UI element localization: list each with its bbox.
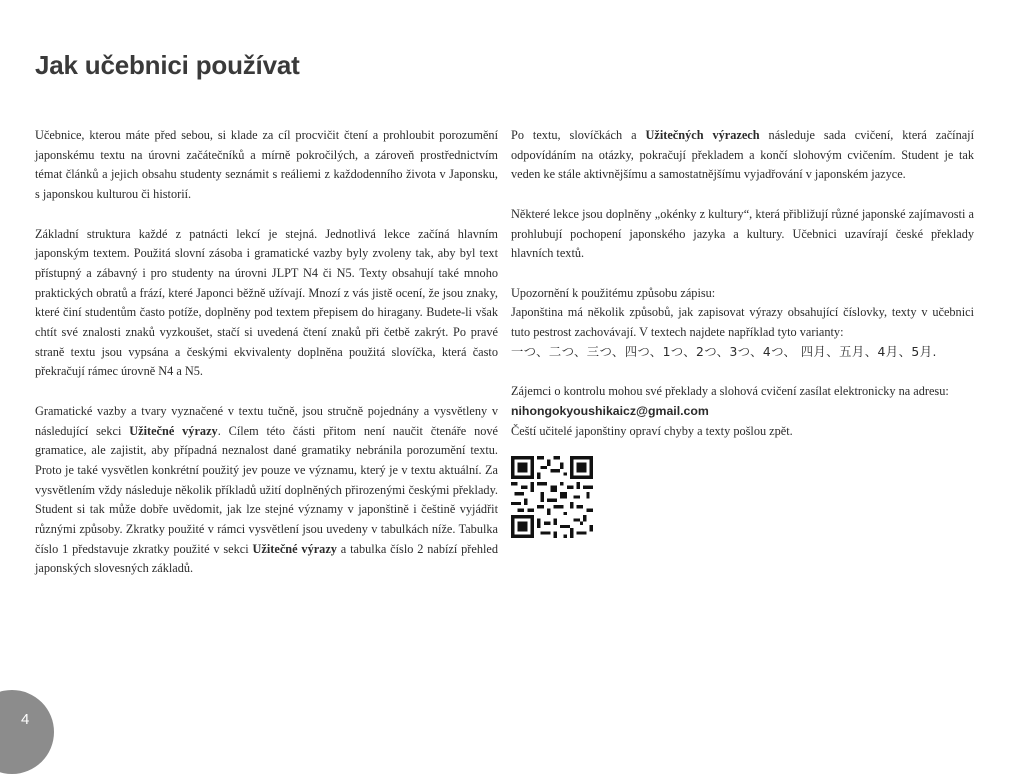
grammar-paragraph: Gramatické vazby a tvary vyznačené v textu tučně, jsou stručně pojednány a vysvětleny v následující sekci Užitečné výrazy. Cílem této části přitom není naučit čtenáře nové gramatice, ale zajistit, aby případná neznalost dané gramatiky nebránila porozumění textu. Proto je také vysvětlen konkrétní použitý jev pouze ve významu, který je v textu aktuální. Za vysvětlením vždy následuje několik příkladů užití doplněných přirozenými českými překlady. Student si tak může dobře uvědomit, jak lze stejné významy v japonštině i češtině vyjádřit různými způsoby. Zkratky použité v rámci vysvětlení jsou uvedeny v tabulkách níže. Tabulka číslo 1 představuje zkratky použité v sekci Užitečné výrazy a tabulka číslo 2 nabízí přehled japonských slovesných základů. — [35, 403, 499, 576]
intro-paragraph: Učebnice, kterou máte před sebou, si klade za cíl procvičit čtení a prohloubit porozumění japonskému textu na úrovni začátečníků a mírně pokročilých, a zároveň prostřednictvím témat článků a jejich obsahu studenty seznámit s reáliemi z každodenního života v Japonsku, s japonskou kulturou či historií. — [35, 128, 498, 202]
bold-term: Užitečné výrazy — [252, 541, 337, 556]
page-number-badge — [0, 690, 54, 774]
notation-heading: Upozornění k použitému způsobu zápisu: — [511, 285, 716, 300]
notation-body: Japonština má několik způsobů, jak zapisovat výrazy obsahující číslovky, texty v učebnici tuto pestrost zachovávají. V textech najdete například tyto varianty: — [511, 305, 974, 339]
bold-term: Užitečné výrazy — [129, 423, 218, 438]
bold-term: Užitečných výrazech — [645, 128, 760, 142]
structure-paragraph: Základní struktura každé z patnácti lekcí je stejná. Jednotlivá lekce začíná hlavním japonským textem. Použitá slovní zásoba i gramatické vazby byly zvoleny tak, aby byl text přístupný a zábavný i pro studenty na úrovni JLPT N4 či N5. Texty obsahují také mnoho praktických obratů a frází, které Japonci běžně užívají. Mnozí z vás jistě ocení, že jsou znaky, které činí studentům často potíže, doplněny pod textem přepisem do hiragany. Budete-li však chtít své znalosti znaků vyzkoušet, stačí si uvedená čtení znaků při četbě zakrýt. Po pravé straně textu jsou vypsána a českými ekvivalenty doplněna použitá slovíčka, která často překračují rámec úrovně N4 a N5. — [35, 226, 498, 379]
notation-note — [511, 284, 974, 363]
contact-email-link[interactable]: nihongokyoushikaicz@gmail.com — [511, 403, 709, 418]
right-column — [511, 126, 974, 538]
notation-examples: 一つ、二つ、三つ、四つ、1つ、2つ、3つ、4つ、 四月、五月、4月、5月. — [511, 344, 937, 359]
page-title: Jak učebnici používat — [35, 50, 300, 80]
culture-paragraph: Některé lekce jsou doplněny „okénky z kultury“, která přibližují různé japonské zajímavosti a prohlubují pochopení japonského jazyka a kultury. Učebnici uzavírají české překlady hlavních textů. — [511, 206, 974, 261]
contact-intro: Zájemci o kontrolu mohou své překlady a slohová cvičení zasílat elektronicky na adresu: — [511, 384, 949, 399]
exercises-paragraph: Po textu, slovíčkách a Užitečných výrazech následuje sada cvičení, která začínají odpovídáním na otázky, pokračují překladem a končí slohovým cvičením. Student je tak veden ke stále aktivnějšímu a samostatnějšímu vyjadřování v japonském jazyce. — [511, 128, 975, 182]
qr-code-icon[interactable] — [511, 456, 593, 538]
page-number: 4 — [21, 711, 30, 728]
contact-outro: Čeští učitelé japonštiny opraví chyby a texty pošlou zpět. — [511, 423, 793, 438]
contact-section — [511, 382, 974, 441]
left-column — [35, 126, 498, 599]
